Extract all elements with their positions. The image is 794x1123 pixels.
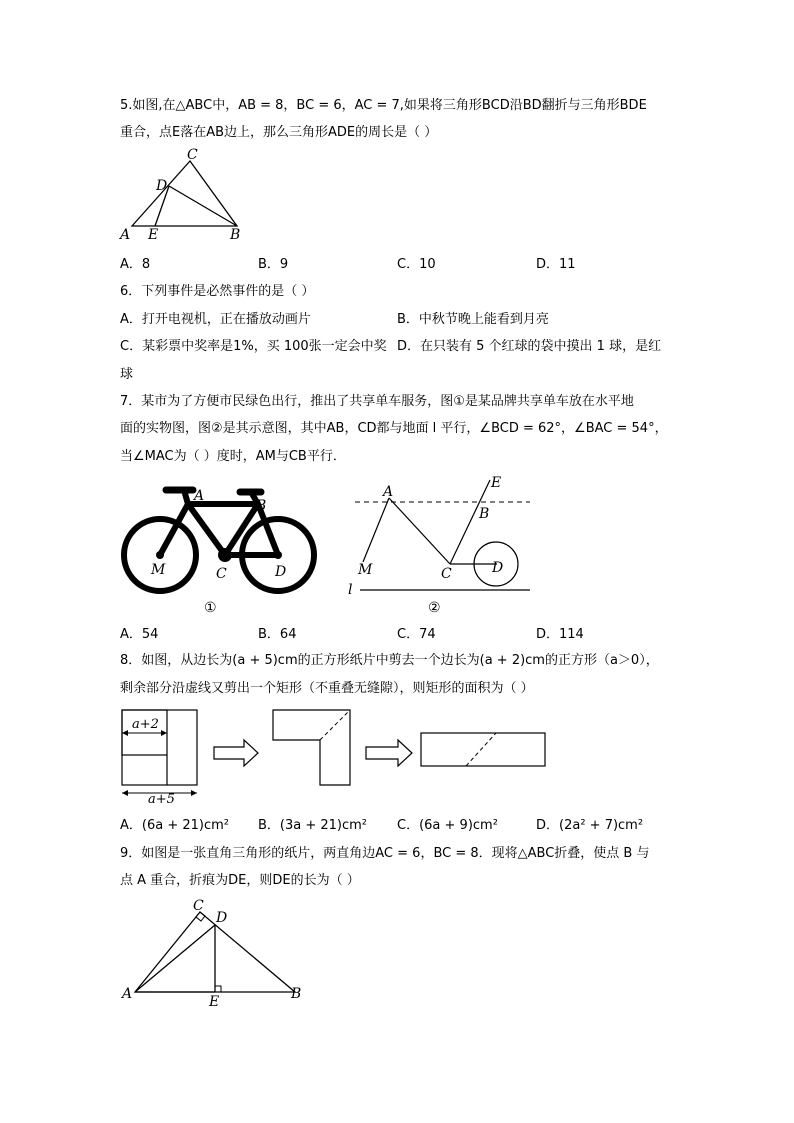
q9-label-a: A bbox=[122, 986, 133, 1002]
q7-fig1-label-d: D bbox=[275, 564, 287, 580]
q7-fig2-label-b: B bbox=[479, 506, 490, 522]
q9-stem-line2: 点 A 重合，折痕为DE，则DE的长为（ ） bbox=[120, 873, 360, 888]
q9-label-d: D bbox=[216, 910, 228, 926]
q9-label-e: E bbox=[209, 994, 220, 1010]
q7-option-a: A．54 bbox=[120, 627, 159, 642]
q5-option-a: A．8 bbox=[120, 257, 151, 272]
q7-fig2-label-m: M bbox=[358, 562, 373, 578]
q5-label-c: C bbox=[187, 148, 198, 163]
q8-label-a-plus-5: a+5 bbox=[148, 792, 175, 805]
q8-option-c: C．(6a + 9)cm² bbox=[397, 818, 498, 833]
q7-option-b: B．64 bbox=[258, 627, 297, 642]
q7-fig2-number: ② bbox=[428, 600, 441, 616]
q6-option-c: C．某彩票中奖率是1%，买 100张一定会中奖 bbox=[120, 339, 387, 354]
q7-stem-line1: 7．某市为了方便市民绿色出行，推出了共享单车服务，图①是某品牌共享单车放在水平地 bbox=[120, 394, 634, 409]
q5-triangle-figure bbox=[115, 148, 255, 243]
q5-label-a: A bbox=[120, 227, 131, 243]
q5-option-b: B．9 bbox=[258, 257, 289, 272]
q8-option-d: D．(2a² + 7)cm² bbox=[536, 818, 644, 833]
q7-fig2-label-d: D bbox=[492, 560, 504, 576]
q9-stem-line1: 9．如图是一张直角三角形的纸片，两直角边AC = 6，BC = 8．现将△ABC折叠，使点 B 与 bbox=[120, 846, 650, 861]
q7-fig2-label-a: A bbox=[383, 484, 394, 500]
q8-option-a: A．(6a + 21)cm² bbox=[120, 818, 229, 833]
q7-fig2-label-c: C bbox=[441, 566, 452, 582]
q6-stem: 6．下列事件是必然事件的是（ ） bbox=[120, 284, 315, 299]
q5-stem-line1: 5.如图,在△ABC中，AB = 8，BC = 6，AC = 7,如果将三角形BCD沿BD翻折与三角形BDE bbox=[120, 98, 647, 113]
q7-fig1-label-m: M bbox=[151, 562, 166, 578]
q7-fig2-label-l: l bbox=[348, 582, 353, 598]
q6-option-a: A．打开电视机，正在播放动画片 bbox=[120, 312, 311, 327]
q5-option-d: D．11 bbox=[536, 257, 576, 272]
q7-fig1-label-c: C bbox=[216, 566, 227, 582]
q9-label-b: B bbox=[291, 986, 302, 1002]
q7-stem-line2: 面的实物图，图②是其示意图，其中AB，CD都与地面 l 平行，∠BCD = 62°，∠BAC = 54°， bbox=[120, 421, 668, 436]
q9-label-c: C bbox=[193, 898, 204, 914]
q7-fig1-label-a: A bbox=[194, 488, 205, 504]
q7-schematic-figure bbox=[345, 472, 535, 618]
q8-square-cut-figure bbox=[118, 705, 548, 805]
q6-option-d-cont: 球 bbox=[120, 367, 134, 382]
q7-option-d: D．114 bbox=[536, 627, 584, 642]
q7-option-c: C．74 bbox=[397, 627, 436, 642]
q8-stem-line2: 剩余部分沿虚线又剪出一个矩形（不重叠无缝隙），则矩形的面积为（ ） bbox=[120, 681, 534, 696]
q5-label-d: D bbox=[156, 178, 168, 194]
q7-bicycle-figure bbox=[118, 478, 323, 618]
q9-right-triangle-figure bbox=[115, 898, 315, 1010]
q7-stem-line3: 当∠MAC为（ ）度时，AM与CB平行． bbox=[120, 449, 346, 464]
q6-option-d: D．在只装有 5 个红球的袋中摸出 1 球，是红 bbox=[397, 339, 662, 354]
q6-option-b: B．中秋节晚上能看到月亮 bbox=[397, 312, 549, 327]
q8-stem-line1: 8．如图，从边长为(a + 5)cm的正方形纸片中剪去一个边长为(a + 2)cm的正方形（a＞0）， bbox=[120, 653, 659, 668]
q7-fig2-label-e: E bbox=[491, 475, 502, 491]
q5-label-b: B bbox=[230, 227, 241, 243]
q5-stem-line2: 重合，点E落在AB边上，那么三角形ADE的周长是（ ） bbox=[120, 125, 438, 140]
q8-option-b: B．(3a + 21)cm² bbox=[258, 818, 368, 833]
q5-option-c: C．10 bbox=[397, 257, 436, 272]
q7-fig1-number: ① bbox=[204, 600, 217, 616]
q8-label-a-plus-2: a+2 bbox=[132, 717, 159, 732]
q5-label-e: E bbox=[148, 227, 159, 243]
q7-fig1-label-b: B bbox=[256, 498, 267, 514]
